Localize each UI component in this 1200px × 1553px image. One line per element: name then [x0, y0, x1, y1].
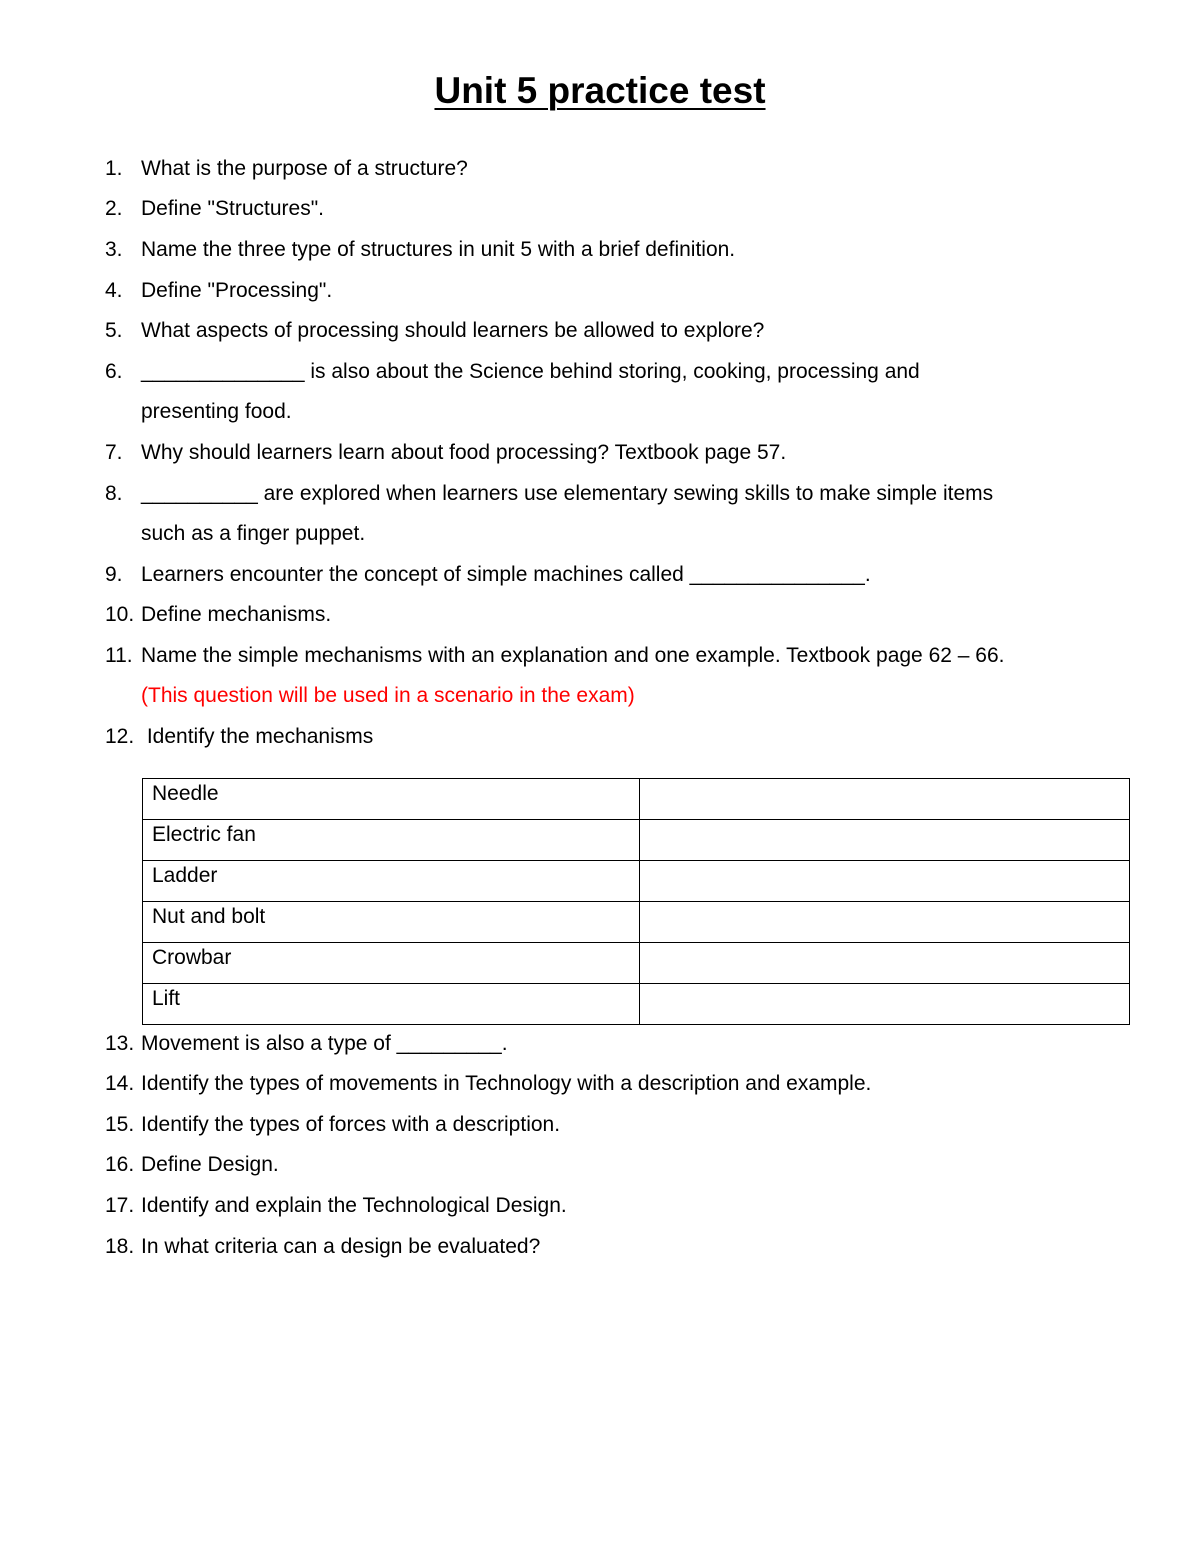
exam-scenario-note: (This question will be used in a scenario in the exam) — [141, 684, 635, 707]
question-text: Name the three type of structures in unit 5 with a brief definition. — [141, 238, 736, 261]
question-number: 16. — [105, 1153, 135, 1176]
mechanism-item-cell: Nut and bolt — [143, 902, 640, 943]
page-title: Unit 5 practice test — [434, 70, 766, 111]
question-text: ______________ is also about the Science behind storing, cooking, processing and — [141, 360, 920, 383]
mechanism-item-cell: Needle — [143, 779, 640, 820]
question-number: 10. — [105, 603, 135, 626]
mechanism-answer-cell — [640, 984, 1130, 1025]
mechanism-answer-cell — [640, 861, 1130, 902]
question-text: Define "Structures". — [141, 197, 324, 220]
mechanism-answer-cell — [640, 779, 1130, 820]
question-number: 15. — [105, 1113, 135, 1136]
question-text: Identify the types of movements in Technology with a description and example. — [141, 1072, 872, 1095]
question-number: 14. — [105, 1072, 135, 1095]
question-number: 8. — [105, 482, 123, 505]
question-number: 13. — [105, 1032, 135, 1055]
table-row — [143, 984, 1130, 1025]
question-text: Learners encounter the concept of simple machines called _______________. — [141, 563, 871, 586]
question-text: What is the purpose of a structure? — [141, 157, 468, 180]
table-row — [143, 943, 1130, 984]
question-text: Movement is also a type of _________. — [141, 1032, 508, 1055]
question-text: Define Design. — [141, 1153, 279, 1176]
mechanism-answer-cell — [640, 943, 1130, 984]
mechanism-answer-cell — [640, 902, 1130, 943]
question-number: 7. — [105, 441, 123, 464]
mechanisms-table — [142, 778, 1130, 1025]
mechanism-item-cell: Crowbar — [143, 943, 640, 984]
table-row — [143, 779, 1130, 820]
question-number: 9. — [105, 563, 123, 586]
mechanism-item-cell: Ladder — [143, 861, 640, 902]
question-number: 5. — [105, 319, 123, 342]
question-text: Identify and explain the Technological Design. — [141, 1194, 567, 1217]
table-row — [143, 820, 1130, 861]
question-number: 2. — [105, 197, 123, 220]
mechanism-item-cell: Lift — [143, 984, 640, 1025]
question-number: 17. — [105, 1194, 135, 1217]
question-text: In what criteria can a design be evaluated? — [141, 1235, 541, 1258]
question-text-continued: such as a finger puppet. — [141, 522, 366, 545]
mechanism-answer-cell — [640, 820, 1130, 861]
question-number: 6. — [105, 360, 123, 383]
question-text: Name the simple mechanisms with an explanation and one example. Textbook page 62 – 66. — [141, 644, 1005, 667]
question-text: Identify the mechanisms — [141, 725, 374, 748]
question-number: 1. — [105, 157, 123, 180]
question-number: 12. — [105, 725, 135, 748]
table-row — [143, 861, 1130, 902]
question-text: Why should learners learn about food processing? Textbook page 57. — [141, 441, 787, 464]
question-text: Identify the types of forces with a description. — [141, 1113, 561, 1136]
question-number: 18. — [105, 1235, 135, 1258]
question-number: 3. — [105, 238, 123, 261]
mechanism-item-cell: Electric fan — [143, 820, 640, 861]
question-number: 11. — [105, 644, 133, 667]
question-text: What aspects of processing should learners be allowed to explore? — [141, 319, 765, 342]
table-row — [143, 902, 1130, 943]
question-number: 4. — [105, 279, 123, 302]
question-text-continued: presenting food. — [141, 400, 292, 423]
question-text: Define mechanisms. — [141, 603, 332, 626]
question-text: Define "Processing". — [141, 279, 333, 302]
question-text: __________ are explored when learners use elementary sewing skills to make simple items — [141, 482, 994, 505]
